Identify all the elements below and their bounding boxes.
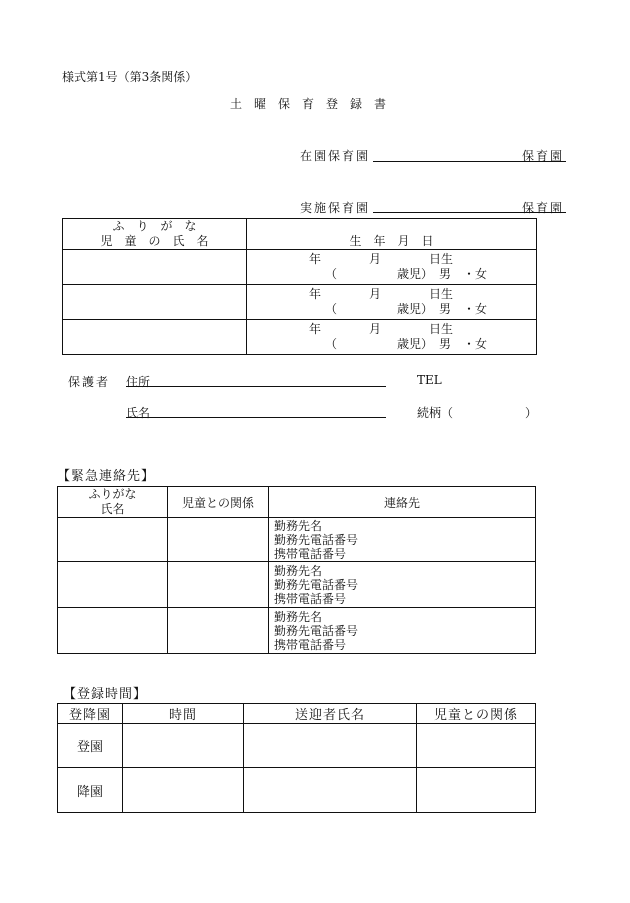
actual-nursery-label: 実施保育園 (300, 201, 371, 215)
pick-up-escort-cell[interactable] (244, 768, 417, 813)
emergency-name-header-text: 氏名 (100, 502, 125, 516)
mobile-phone-label: 携帯電話番号 (274, 591, 347, 606)
emergency-furigana-header: ふりがな (88, 487, 137, 501)
guardian-label: 保護者 (68, 375, 111, 389)
guardian-name-input[interactable] (126, 417, 386, 418)
emergency-contact-cell[interactable] (269, 518, 536, 562)
workplace-name-label: 勤務先名 (274, 609, 323, 624)
escort-relation-header: 児童との関係 (417, 704, 536, 724)
registration-heading: 【登録時間】 (63, 687, 148, 702)
table-row (63, 320, 537, 355)
table-row (58, 608, 536, 654)
form-number: 様式第1号（第3条関係） (62, 70, 198, 84)
birthdate-header: 生 年 月 日 (247, 219, 537, 250)
table-row (58, 518, 536, 562)
emergency-contact-header: 連絡先 (269, 487, 536, 518)
emergency-table (57, 486, 536, 654)
emergency-heading: 【緊急連絡先】 (57, 469, 156, 484)
drop-off-relation-cell[interactable] (417, 724, 536, 768)
emergency-contact-cell[interactable] (269, 562, 536, 608)
drop-off-time-cell[interactable] (123, 724, 244, 768)
pick-up-relation-cell[interactable] (417, 768, 536, 813)
mobile-phone-label: 携帯電話番号 (274, 637, 347, 652)
birth-date-text: 年 月 日生 (309, 322, 454, 336)
age-sex-text: （ 歳児） 男 ・女 (325, 267, 488, 281)
workplace-phone-label: 勤務先電話番号 (274, 577, 359, 592)
age-sex-text: （ 歳児） 男 ・女 (325, 302, 488, 316)
birthdate-cell[interactable] (247, 250, 537, 285)
table-row (58, 562, 536, 608)
tel-label: TEL (417, 373, 442, 387)
workplace-name-label: 勤務先名 (274, 563, 323, 578)
emergency-name-header (58, 487, 168, 518)
guardian-name-label: 氏名 (126, 406, 151, 420)
mobile-phone-label: 携帯電話番号 (274, 546, 347, 561)
emergency-contact-cell[interactable] (269, 608, 536, 654)
emergency-relation-header: 児童との関係 (168, 487, 269, 518)
page-title: 土 曜 保 育 登 録 書 (230, 97, 387, 111)
table-row (63, 250, 537, 285)
birthdate-cell[interactable] (247, 285, 537, 320)
child-name-cell[interactable] (63, 285, 247, 320)
emergency-relation-cell[interactable] (168, 562, 269, 608)
actual-nursery-suffix: 保育園 (522, 201, 565, 215)
escort-name-header: 送迎者氏名 (244, 704, 417, 724)
attendance-header: 登降園 (58, 704, 123, 724)
table-row (58, 724, 536, 768)
registration-table (57, 703, 536, 813)
emergency-name-cell[interactable] (58, 562, 168, 608)
birth-date-text: 年 月 日生 (309, 287, 454, 301)
drop-off-escort-cell[interactable] (244, 724, 417, 768)
emergency-name-cell[interactable] (58, 518, 168, 562)
child-name-cell[interactable] (63, 250, 247, 285)
workplace-name-label: 勤務先名 (274, 518, 323, 533)
time-header: 時間 (123, 704, 244, 724)
address-label: 住所 (126, 375, 151, 389)
workplace-phone-label: 勤務先電話番号 (274, 623, 359, 638)
child-table (62, 218, 537, 355)
child-name-header (63, 219, 247, 250)
birth-date-text: 年 月 日生 (309, 252, 454, 266)
table-row (58, 768, 536, 813)
pick-up-time-cell[interactable] (123, 768, 244, 813)
name-header: 児 童 の 氏 名 (100, 234, 209, 248)
relation-label: 続柄（ ） (417, 406, 538, 420)
address-input[interactable] (126, 386, 386, 387)
emergency-relation-cell[interactable] (168, 518, 269, 562)
furigana-header: ふ り が な (112, 219, 197, 233)
emergency-name-cell[interactable] (58, 608, 168, 654)
enrolled-nursery-suffix: 保育園 (522, 149, 565, 163)
birthdate-cell[interactable] (247, 320, 537, 355)
workplace-phone-label: 勤務先電話番号 (274, 532, 359, 547)
drop-off-label: 登園 (58, 724, 123, 768)
child-name-cell[interactable] (63, 320, 247, 355)
enrolled-nursery-label: 在園保育園 (300, 149, 371, 163)
emergency-relation-cell[interactable] (168, 608, 269, 654)
table-row (63, 285, 537, 320)
age-sex-text: （ 歳児） 男 ・女 (325, 337, 488, 351)
pick-up-label: 降園 (58, 768, 123, 813)
